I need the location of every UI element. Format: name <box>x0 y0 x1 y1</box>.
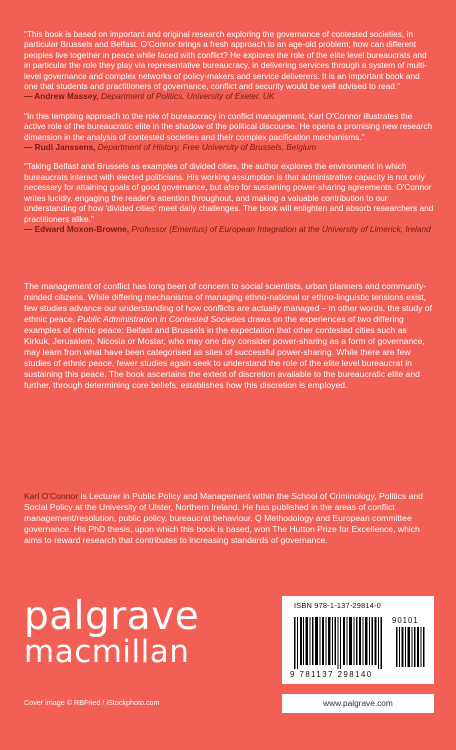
isbn-label: ISBN 978-1-137-29814-0 <box>294 601 381 610</box>
endorser-affiliation: Department of Politics, University of Exeter, UK <box>101 91 275 102</box>
description-part-2: draws on the experiences of two differing examples of ethnic peace: Belfast and Brussels in the expectation that other contested cities such as Kirkuk, Jerusalem, Nicosia or Mostar, who may one day consider power-sharing as a form of governance, may learn from what have been categorised as sites of successful power-sharing. While there are few studies of ethnic peace, fewer studies again seek to understand the role of the elite level bureaucrat in sustaining this peace. The book ascertains the extent of discretion available to the bureaucratic elite and further, through determining core beliefs, establishes how this discretion is employed. <box>24 314 425 390</box>
endorsement-2 <box>24 111 434 153</box>
endorsement-attribution <box>24 91 434 101</box>
barcode-panel <box>282 596 434 684</box>
book-description <box>24 281 432 391</box>
endorser-name: — Edward Moxon-Browne, <box>24 223 130 234</box>
logo-palgrave: palgrave <box>24 594 200 639</box>
endorsement-text: "Taking Belfast and Brussels as examples of divided cities, the author explores the environment in which bureaucrats interact with elected politicians. His working assumption is that administrative capacity is not only necessary for attaining goals of good governance, but also for sustaining power-sharing agreements. O'Connor writes lucidly, engaging the reader's attention throughout, and making a valuable contribution to our understanding of how 'divided cities' meet daily challenges. The book will enlighten and absorb researchers and practitioners alike." <box>24 161 434 224</box>
publisher-logo <box>24 594 200 670</box>
endorsement-3 <box>24 161 434 234</box>
endorsement-1 <box>24 29 434 102</box>
endorsement-text: "In this tempting approach to the role of bureaucracy in conflict management, Karl O'Connor illustrates the active role of the bureaucratic elite in the shadow of the political discourse. He opens a promising new research dimension in the analysis of contested societies and their complex pacification mechanisms." <box>24 110 433 142</box>
barcode-digits: 9 781137 298140 <box>290 670 373 679</box>
author-name: Karl O'Connor <box>24 491 79 501</box>
publisher-url[interactable]: www.palgrave.com <box>282 694 434 713</box>
endorser-affiliation: Professor (Emeritus) of European Integration at the University of Limerick, Ireland <box>131 223 431 234</box>
endorsement-text: "This book is based on important and original research exploring the governance of contested societies, in particular Brussels and Belfast. O'Connor brings a fresh approach to an age-old problem; how can different peoples live together in peace while faced with conflict? He explores the role of the elite level bureaucrats and in particular the role they play via representative bureaucracy, in delivering services through a system of multi-level governance and complex networks of policy-makers and service deliverers. It is an important book and one that students and practitioners of governance, conflict and security would be well advised to read." <box>24 29 427 92</box>
endorsement-attribution <box>24 142 434 152</box>
book-title: Public Administration in Contested Societies <box>77 314 246 324</box>
author-bio-text: is Lecturer in Public Policy and Management within the School of Criminology, Politics and Social Policy at the University of Ulster, Northern Ireland. He has published in the areas of conflict management/resolution, public policy, bureaucrat behaviour, Q Methodology and European committee governance. His PhD thesis, upon which this book is based, won The Hutton Prize for Excellence, which aims to reward research that contributes to increasing standards of governance. <box>24 491 423 545</box>
price-code: 90101 <box>392 616 419 625</box>
author-bio <box>24 491 436 546</box>
endorser-affiliation: Department of History, Free University of Brussels, Belgium <box>97 142 317 153</box>
endorser-name: — Rudi Janssens, <box>24 142 96 153</box>
endorsement-attribution <box>24 224 434 234</box>
logo-macmillan: macmillan <box>24 634 190 670</box>
endorser-name: — Andrew Massey, <box>24 91 99 102</box>
cover-image-credit: Cover image © RBFried / iStockphoto.com <box>24 698 160 707</box>
description-part-1: The management of conflict has long been of concern to social scientists, urban planners and community-minded citizens. While differing mechanisms of managing ethno-national or ethno-linguistic tensions exist, few studies advance our understanding of how conflicts are actually managed – in other words, the study of ethnic peace. <box>24 281 432 324</box>
endorsements <box>24 29 434 243</box>
